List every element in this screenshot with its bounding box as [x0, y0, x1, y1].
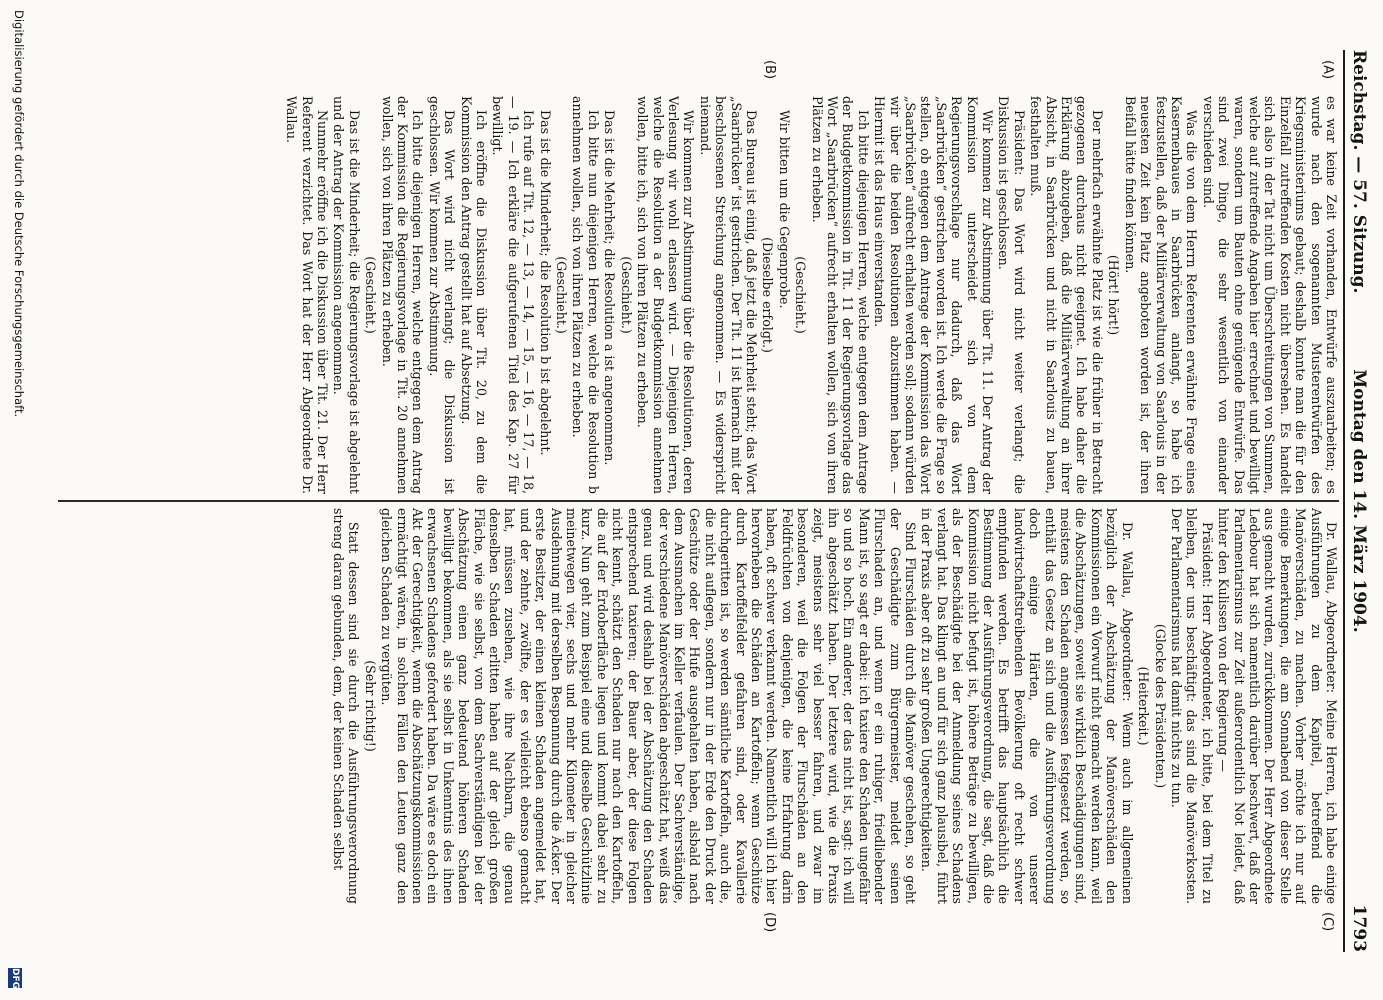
paragraph: Das Bureau ist einig, daß jetzt die Mehrheit steht; das Wort „Saarbrücken“ ist gestrichen. Der Tit. 11 ist hiernach mit der beschlossenen Streichung angenommen. — Es widerspricht niemand.	[697, 96, 759, 494]
paragraph: Ich bitte nun diejenigen Herren, welche die Resolution b annehmen wollen, sich von ihren Plätzen zu erheben.	[570, 96, 601, 494]
header-date: Montag den 14. März 1904.	[1349, 369, 1369, 633]
paragraph: Das ist die Minderheit; die Resolution b ist abgelehnt.	[537, 110, 553, 456]
paragraph: Ich eröffne die Diskussion über Tit. 20, zu dem die Kommission den Antrag gestellt hat auf Absetzung.	[458, 96, 490, 494]
stage-direction: (Geschieht.)	[554, 256, 570, 334]
interjection: (Heiterkeit.)	[1136, 666, 1152, 746]
digitization-credit: Digitalisierung gefördert durch die Deutsche Forschungsgemeinschaft.	[12, 10, 26, 418]
stage-direction: (Glocke des Präsidenten.)	[1152, 623, 1168, 789]
paragraph: Was die von dem Herrn Referenten erwähnte Frage eines Kasernenbaues in Saarbrücken anlangt, so habe ich festzustellen, daß der Militärverwaltung von Saarlouis in der neuesten Zeit kein Platz angeboten worden ist, der ihren Beifall hätte finden können.	[1122, 96, 1200, 494]
paragraph: Wir bitten um die Gegenprobe.	[776, 110, 792, 309]
stage-direction: (Geschieht.)	[793, 256, 809, 334]
paragraph: Das ist die Minderheit; die Regierungsvorlage ist abgelehnt und der Antrag der Kommission angenommen.	[331, 96, 362, 494]
paragraph: Sind Flurschäden durch die Manöver geschehen, so geht der Geschädigte zum Bürgermeister, meldet seinen Flurschaden an, und wenn er ein ruhiger, friedliebender Mann ist, so sagt er dabei: ich taxiere den Schaden ungefähr so und so hoch. Ein anderer, der das nicht ist, sagt: ich will ihn abgeschätzt haben. Der letztere wird, wie die Praxis zeigt, meistens sehr viel besser fahren, und zwar im besonderen, weil die Folgen der Flurschäden an den Feldfrüchten von denjenigen, die keine Erfahrung darin haben, oft schwer verkannt werden. Namentlich will ich hier hervorheben die Schäden an Kartoffeln; wenn Geschütze durch Kartoffelfelder gefahren sind, oder Kavallerie durchgeritten ist, so werden sämtliche Kartoffeln, auch die, die nicht auflegen, sondern nur in der Erde den Druck der Geschütze oder der Hufe ausgehalten haben, alsbald nach dem Ausmachen im Keller verfaulen. Der Sachverständige, der verschiedene Manöverschäden abgeschätzt hat, weiß das genau und wird deshalb bei der Abschätzung den Schaden entsprechend taxieren; der Bauer aber, der diese Folgen nicht kennt, schätzt den Schaden nur nach den Kartoffeln, die auf der Erdoberfläche liegen und kommt dabei sehr zu kurz. Nun geht zum Beispiel eine und dieselbe Geschützlinie meinetwegen vier, sechs und mehr Kilometer in gleicher Ausdehnung mit derselben Bespannung durch die Äcker. Der erste Besitzer, der einen kleinen Schaden angemeldet hat, und der zehnte, zwölfte, der es vielleicht ebenso gemacht hat, müssen zusehen, wie ihre Nachbarn, die genau denselben Schaden erlitten haben auf der gleich großen Fläche, wie sie selbst, von dem Sachverständigen bei der Abschätzung einen ganz bedeutend höheren Schaden bewilligt bekommen, als sie selbst in Unkenntnis des ihnen erwachsenen Schadens gefordert haben. Da wäre es doch ein Akt der Gerechtigkeit, wenn die Abschätzungskommissionen ermächtigt wären, in solchen Fällen den Leuten ganz den gleichen Schaden zu vergüten.	[379, 508, 919, 904]
paragraph: Ich rufe auf Tit. 12, — 13, — 14, — 15, — 16, — 17, — 18, — 19. — Ich erkläre die aufgerufenen Titel des Kap. 27 für bewilligt.	[490, 96, 537, 494]
stage-direction: (Geschieht.)	[618, 256, 634, 334]
paragraph: Dr. Wallau, Abgeordneter: Wenn auch im allgemeinen bezüglich der Abschätzung der Manöverschäden den Kommissionen ein Vorwurf nicht gemacht werden kann, weil die Abschätzungen, soweit sie wirklich Beschädigungen sind, meistens den Schaden angemessen festgesetzt werden, so enthält das Gesetz an sich und die Ausführungsverordnung doch einige Härten, die von unserer landwirtschaftstreibenden Bevölkerung oft recht schwer empfunden werden. Es betrifft das hauptsächlich die Bestimmung der Ausführungsverordnung, die sagt, daß die Kommission nicht befugt ist, höhere Beträge zu bewilligen, als der Beschädigte bei der Anmeldung seines Schadens verlangt hat. Das klingt an und für sich ganz plausibel, führt in der Praxis aber oft zu sehr großen Ungerechtigkeiten.	[919, 508, 1135, 904]
stage-direction: (Geschieht.)	[363, 256, 379, 334]
interjection: (Hört! hört!)	[1106, 254, 1122, 336]
left-text-column	[58, 96, 1339, 494]
page-number: 1793	[1349, 904, 1369, 952]
margin-marker-c: (C)	[1320, 912, 1335, 932]
margin-marker-b: (B)	[762, 60, 777, 80]
margin-marker-a: (A)	[1320, 60, 1335, 80]
paragraph: Präsident: Das Wort wird nicht weiter verlangt; die Diskussion ist geschlossen.	[996, 96, 1027, 494]
paragraph: Dr. Wallau, Abgeordneter: Meine Herren, ich habe einige Ausführungen zu dem Kapitel, betreffend die Manöverschäden, zu machen. Vorher möchte ich nur auf einige Bemerkungen, die am Sonnabend von dieser Stelle aus gemacht wurden, zurückkommen. Der Herr Abgeordnete Ledebour hat sich namentlich darüber beschwert, daß der Parlamentarismus zur Zeit außerordentlich Not leidet, daß hinter den Kulissen von der Regierung —	[1216, 508, 1339, 904]
paragraph: Nunmehr eröffne ich die Diskussion über Tit. 21. Der Herr Referent verzichtet. Das Wort hat der Herr Abgeordnete Dr. Wallau.	[284, 96, 330, 494]
paragraph: es war keine Zeit vorhanden, Entwürfe auszuarbeiten; es wurde nach den sogenannten Musterentwürfen des Kriegsministeriums gebaut; deshalb konnte man die für den Einzelfall zutreffenden Kosten nicht übersehen. Es handelt sich also in der Tat nicht um Überschreitungen von Summen, welche auf zutreffende Angaben hier errechnet und bewilligt waren, sondern um Bauten ohne genügende Entwürfe. Das sind zwei Dinge, die sehr wesentlich von einander verschieden sind.	[1200, 96, 1339, 494]
margin-marker-d: (D)	[762, 912, 777, 933]
interjection: (Sehr richtig!)	[362, 660, 378, 752]
paragraph: Wir kommen zur Abstimmung über Tit. 11. Der Antrag der Kommission unterscheidet sich von dem Regierungsvorschlage nur dadurch, daß das Wort „Saarbrücken“ gestrichen worden ist. Ich werde die Frage so stellen, ob entgegen dem Antrage der Kommission das Wort „Saarbrücken“ aufrecht erhalten werden soll; sodann würden wir über die beiden Resolutionen abzustimmen haben. — Hiermit ist das Haus einverstanden.	[872, 96, 996, 494]
page-header	[1343, 50, 1373, 952]
column-divider	[58, 500, 1339, 502]
paragraph: Ich bitte diejenigen Herren, welche entgegen dem Antrag der Kommission die Regierungsvorlage in Tit. 20 annehmen wollen, sich von ihren Plätzen zu erheben.	[379, 96, 426, 494]
paragraph: Präsident: Herr Abgeordneter, ich bitte, bei dem Titel zu bleiben, der uns beschäftigt: das sind die Manöverkosten. Der Parlamentarismus hat damit nichts zu tun.	[1168, 508, 1215, 904]
paragraph: Der mehrfach erwähnte Platz ist wie die früher in Betracht gezogenen durchaus nicht geeignet. Ich habe daher die Erklärung abzugeben, daß die Militärverwaltung an ihrer Absicht, in Saarbrücken und nicht in Saarlouis zu bauen, festhalten muß.	[1028, 96, 1105, 494]
paragraph: Das ist die Mehrheit; die Resolution a ist angenommen.	[602, 110, 618, 466]
header-session: Reichstag. — 57. Sitzung.	[1349, 50, 1369, 294]
stage-direction: (Dieselbe erfolgt.)	[760, 237, 776, 353]
dfg-logo: DFG	[10, 968, 20, 990]
paragraph: Ich bitte diejenigen Herren, welche entgegen dem Antrage der Budgetkommission in Tit. 11 der Regierungsvorlage das Wort „Saarbrücken“ aufrecht erhalten wollen, sich von ihren Plätzen zu erheben.	[809, 96, 871, 494]
paragraph: Wir kommen zur Abstimmung über die Resolutionen, deren Verlesung wir wohl erlassen wird. — Diejenigen Herren, welche die Resolution a der Budgetkommission annehmen wollen, bitte ich, sich von ihren Plätzen zu erheben.	[635, 96, 697, 494]
paragraph: Statt dessen sind sie durch die Ausführungsverordnung streng daran gebunden, dem, der keinen Schaden selbst	[331, 508, 362, 904]
paragraph: Das Wort wird nicht verlangt; die Diskussion ist geschlossen. Wir kommen zur Abstimmung.	[426, 96, 458, 494]
right-text-column	[58, 508, 1339, 904]
